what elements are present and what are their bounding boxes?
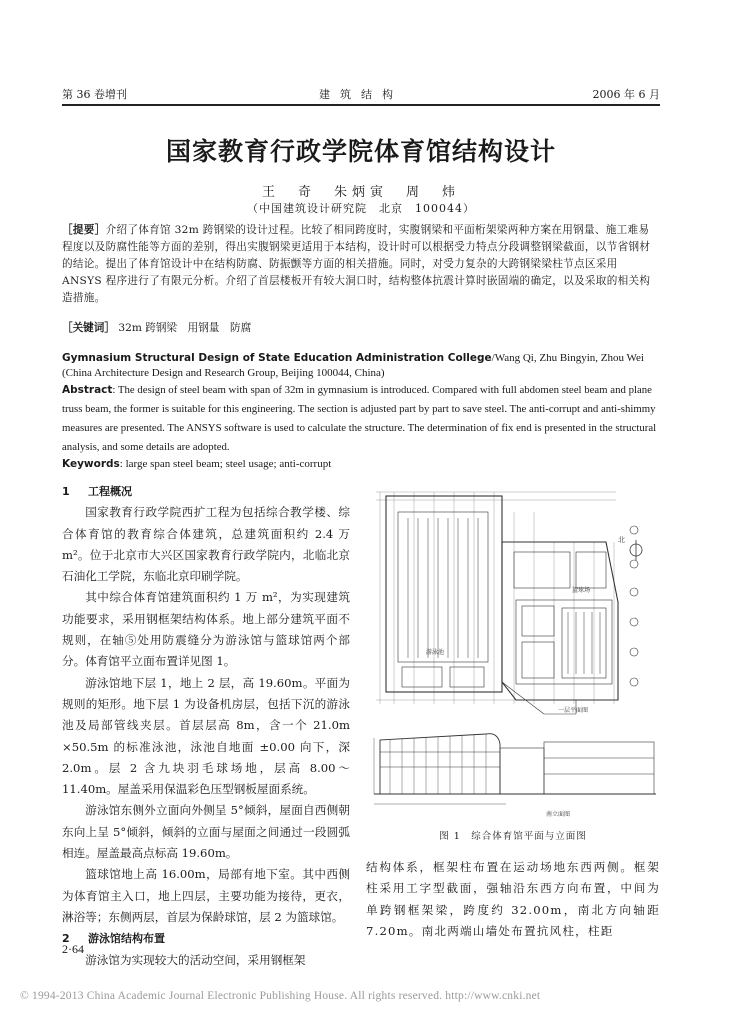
pool-label: 游泳池 [426,649,445,656]
section-1-number: 1 [62,485,70,498]
section-1-paragraph-1: 国家教育行政学院西扩工程为包括综合教学楼、综合体育馆的教育综合体建筑，总建筑面积约 2.4 万 m²。位于北京市大兴区国家教育行政学院内，北临北京石油化工学院，东临北京印刷学院。 [62,505,350,584]
affiliation: （中国建筑设计研究院 北京 100044） [247,202,475,215]
section-2-heading [62,928,350,949]
abstract-cn-text: 介绍了体育馆 32m 跨钢梁的设计过程。比较了相同跨度时，实腹钢梁和平面桁架梁两种方案在用钢量、施工难易程度以及防腐性能等方面的差别，得出实腹钢梁更适用于本结构，设计时可以根据受力特点分段调整钢梁截面，以节省钢材的结论。提出了体育馆设计中在结构防腐、防振颤等方面的相关措施。同时，对受力复杂的大跨钢梁梁柱节点区采用 ANSYS 程序进行了有限元分析。介绍了首层楼板开有较大洞口时，结构整体抗震计算时嵌固端的确定，以及采取的相关构造措施。 [62,224,651,304]
plan-label: 一层平面图 [558,707,589,714]
paper-title: 国家教育行政学院体育馆结构设计 [165,137,556,166]
court-label: 篮球场 [572,587,591,594]
right-column-text: 结构体系，框架柱布置在运动场地东西两侧。框架柱采用工字型截面，强轴沿东西方向布置，中间为单跨钢框架梁，跨度约 32.00m，南北方向轴距 7.20m。南北两端山墙处布置抗风柱，柱距 [366,860,660,938]
english-keywords-label: Keywords [62,458,120,470]
english-keywords-text: : large span steel beam; steel usage; anti-corrupt [119,458,332,470]
keywords-cn-text: 32m 跨钢梁 用钢量 防腐 [118,322,252,334]
english-abstract [62,381,660,457]
english-authors: /Wang Qi, Zhu Bingyin, Zhou Wei [491,352,644,364]
section-2-number: 2 [62,932,70,946]
running-header [62,84,660,104]
abstract-cn-tag: ［提要］ [62,224,106,236]
section-1-paragraph-2: 其中综合体育馆建筑面积约 1 万 m²，为实现建筑功能要求，采用钢框架结构体系。地上部分建筑平面不规则，在轴⑤处用防震缝分为游泳馆与篮球馆两个部分。体育馆平立面布置详见图 1。 [62,590,350,669]
header-volume: 第 36 卷增刊 [62,88,127,101]
figure-1-caption: 图 1 综合体育馆平面与立面图 [439,831,587,842]
english-title: Gymnasium Structural Design of State Education Administration College [62,352,492,364]
header-rule [62,104,660,106]
english-abstract-label: Abstract [62,384,113,396]
south-elevation [374,734,656,804]
abstract-cn [62,222,660,307]
left-column [62,481,350,971]
authors: 王 奇 朱炳寅 周 炜 [261,185,460,200]
english-keywords [62,458,660,470]
elevation-label: 南立面图 [546,811,571,818]
keywords-cn-tag: ［关键词］ [62,322,115,334]
english-affiliation: (China Architecture Design and Research Group, Beijing 100044, China) [62,367,385,379]
english-title-line [62,349,660,367]
figure-drawing [366,482,660,822]
figure-1 [366,482,660,842]
north-label: 北 [618,536,625,544]
section-1-heading [62,481,350,502]
section-2-title: 游泳馆结构布置 [88,932,165,946]
section-2-paragraph-1: 游泳馆为实现较大的活动空间，采用钢框架 [85,952,306,967]
section-1-paragraph-5: 篮球馆地上高 16.00m，局部有地下室。其中西侧为体育馆主入口，地上四层，主要功能为接待，更衣，淋浴等；东侧两层，首层为保龄球馆，层 2 为篮球馆。 [62,867,350,924]
header-journal: 建筑结构 [319,88,403,101]
section-1-title: 工程概况 [88,485,132,498]
page-number: 2·64 [62,942,84,956]
section-1-paragraph-3: 游泳馆地下层 1，地上 2 层，高 19.60m。平面为规则的矩形。地下层 1 为设备机房层，包括下沉的游泳池及局部管线夹层。首层层高 8m，含一个 21.0m ×50.5m 的标准泳池，泳池自地面 ±0.00 向下，深 2.0m。层 2 含九块羽毛球场地，层高 8.00～11.40m。屋盖采用保温彩色压型钢板屋面系统。 [62,675,350,797]
header-date: 2006 年 6 月 [592,88,660,101]
copyright-footer: © 1994-2013 China Academic Journal Electronic Publishing House. All rights reserved. http://www.cnki.net [20,990,541,1002]
floor-plan [376,492,642,714]
section-1-paragraph-4: 游泳馆东侧外立面向外侧呈 5°倾斜，屋面自西侧朝东向上呈 5°倾斜，倾斜的立面与屋面之间通过一段圆弧相连。屋盖最高点标高 19.60m。 [62,803,350,861]
keywords-cn [62,320,660,335]
english-abstract-text: : The design of steel beam with span of 32m in gymnasium is introduced. Compared with full abdomen steel beam and plane truss beam, the former is suitable for this engineering. The section is adjusted part by part to save steel. The anti-corrupt and anti-shimmy measures are presented. The ANSYS software is used to calculate the structure. The determination of fix end is presented in the structural analysis, and some details are adopted. [62,384,657,453]
